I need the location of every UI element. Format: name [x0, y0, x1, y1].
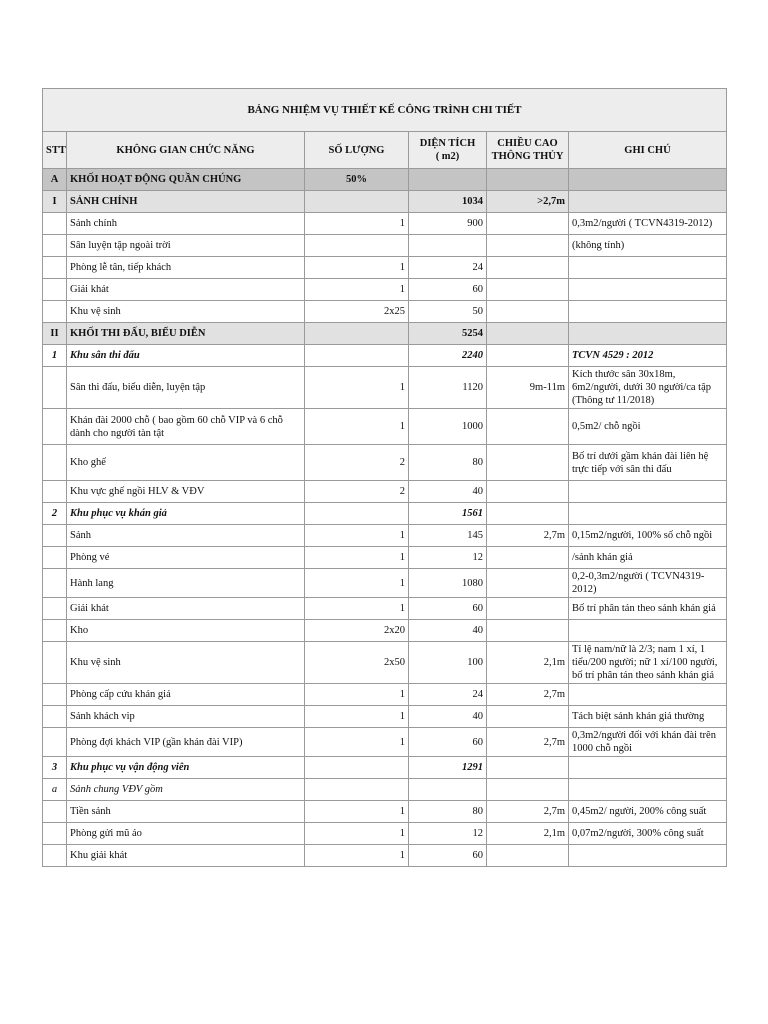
row-height: 2,7m: [487, 801, 569, 823]
row-area: 60: [409, 279, 487, 301]
row-space-name: Khu phục vụ khán giả: [67, 503, 305, 525]
table-row: [43, 706, 727, 728]
row-note: 0,45m2/ người, 200% công suất: [569, 801, 727, 823]
row-area: 1034: [409, 191, 487, 213]
row-quantity: 2x20: [305, 620, 409, 642]
table-row: [43, 801, 727, 823]
row-stt: [43, 547, 67, 569]
row-stt: [43, 620, 67, 642]
row-space-name: Phòng vé: [67, 547, 305, 569]
row-area: 1561: [409, 503, 487, 525]
row-note: [569, 257, 727, 279]
table-row: [43, 823, 727, 845]
row-note: [569, 757, 727, 779]
row-area: [409, 779, 487, 801]
row-note: Bố trí phân tán theo sảnh khán giả: [569, 598, 727, 620]
row-quantity: 1: [305, 823, 409, 845]
row-quantity: 1: [305, 598, 409, 620]
row-area: 80: [409, 801, 487, 823]
row-area: 2240: [409, 345, 487, 367]
row-space-name: Giải khát: [67, 279, 305, 301]
row-stt: [43, 409, 67, 445]
row-stt: I: [43, 191, 67, 213]
table-row: [43, 481, 727, 503]
row-stt: [43, 445, 67, 481]
row-height: [487, 547, 569, 569]
row-space-name: Sảnh chính: [67, 213, 305, 235]
row-quantity: 2: [305, 481, 409, 503]
row-space-name: Sảnh khách vip: [67, 706, 305, 728]
table-header-row: [43, 132, 727, 169]
table-row: [43, 445, 727, 481]
table-row: [43, 525, 727, 547]
table-row: [43, 235, 727, 257]
row-stt: [43, 598, 67, 620]
row-space-name: Phòng cấp cứu khán giả: [67, 684, 305, 706]
table-row: [43, 503, 727, 525]
row-space-name: Hành lang: [67, 569, 305, 598]
row-space-name: Sân luyện tập ngoài trời: [67, 235, 305, 257]
row-quantity: 1: [305, 257, 409, 279]
row-quantity: 2x50: [305, 642, 409, 684]
row-height: [487, 598, 569, 620]
row-quantity: [305, 779, 409, 801]
row-quantity: 1: [305, 684, 409, 706]
row-height: [487, 706, 569, 728]
row-height: [487, 213, 569, 235]
row-height: [487, 257, 569, 279]
row-quantity: 1: [305, 279, 409, 301]
row-stt: [43, 301, 67, 323]
row-area: 1120: [409, 367, 487, 409]
row-quantity: 1: [305, 728, 409, 757]
row-stt: [43, 845, 67, 867]
table-row: [43, 728, 727, 757]
table-row: [43, 191, 727, 213]
row-height: [487, 169, 569, 191]
row-note: TCVN 4529 : 2012: [569, 345, 727, 367]
row-area: 1000: [409, 409, 487, 445]
row-area: 40: [409, 706, 487, 728]
row-stt: [43, 525, 67, 547]
row-stt: 1: [43, 345, 67, 367]
row-space-name: KHỐI HOẠT ĐỘNG QUẦN CHÚNG: [67, 169, 305, 191]
row-note: [569, 191, 727, 213]
row-note: [569, 481, 727, 503]
row-space-name: Sảnh: [67, 525, 305, 547]
row-area: 12: [409, 547, 487, 569]
header-height: CHIỀU CAO THÔNG THỦY: [487, 132, 569, 169]
row-quantity: [305, 191, 409, 213]
row-area: 60: [409, 598, 487, 620]
row-area: 900: [409, 213, 487, 235]
row-note: [569, 279, 727, 301]
table-row: [43, 345, 727, 367]
row-area: 12: [409, 823, 487, 845]
row-stt: 2: [43, 503, 67, 525]
row-space-name: Khu vệ sinh: [67, 301, 305, 323]
row-space-name: Khu vực ghế ngồi HLV & VĐV: [67, 481, 305, 503]
row-stt: [43, 213, 67, 235]
row-note: [569, 323, 727, 345]
row-note: [569, 503, 727, 525]
row-quantity: [305, 323, 409, 345]
row-space-name: Phòng đợi khách VIP (gần khán đài VIP): [67, 728, 305, 757]
row-area: 24: [409, 684, 487, 706]
row-space-name: Khu sân thi đấu: [67, 345, 305, 367]
table-row: [43, 779, 727, 801]
row-quantity: 1: [305, 547, 409, 569]
table-row: [43, 684, 727, 706]
row-space-name: Sân thi đấu, biểu diễn, luyện tập: [67, 367, 305, 409]
table-row: [43, 367, 727, 409]
row-height: [487, 409, 569, 445]
row-height: 9m-11m: [487, 367, 569, 409]
row-stt: [43, 257, 67, 279]
row-space-name: KHỐI THI ĐẤU, BIỂU DIỄN: [67, 323, 305, 345]
row-height: [487, 445, 569, 481]
row-quantity: [305, 503, 409, 525]
row-space-name: Kho ghế: [67, 445, 305, 481]
row-stt: [43, 279, 67, 301]
row-area: 80: [409, 445, 487, 481]
row-height: [487, 235, 569, 257]
table-row: [43, 642, 727, 684]
row-note: Bố trí dưới gầm khán đài liên hệ trực tiếp với sân thi đấu: [569, 445, 727, 481]
row-space-name: Khu vệ sinh: [67, 642, 305, 684]
row-space-name: Sảnh chung VĐV gồm: [67, 779, 305, 801]
row-stt: [43, 481, 67, 503]
row-area: 145: [409, 525, 487, 547]
row-area: [409, 235, 487, 257]
row-quantity: 2x25: [305, 301, 409, 323]
row-stt: II: [43, 323, 67, 345]
row-area: [409, 169, 487, 191]
row-height: 2,1m: [487, 823, 569, 845]
row-note: Tỉ lệ nam/nữ là 2/3; nam 1 xí, 1 tiểu/200 người; nữ 1 xí/100 người, bố trí phân tán theo sảnh khán giả: [569, 642, 727, 684]
row-area: 60: [409, 728, 487, 757]
row-quantity: 1: [305, 845, 409, 867]
row-quantity: 50%: [305, 169, 409, 191]
header-area: DIỆN TÍCH ( m2): [409, 132, 487, 169]
row-note: 0,3m2/người ( TCVN4319-2012): [569, 213, 727, 235]
row-height: [487, 845, 569, 867]
row-height: [487, 779, 569, 801]
row-stt: 3: [43, 757, 67, 779]
row-note: Tách biệt sảnh khán giả thường: [569, 706, 727, 728]
row-stt: [43, 801, 67, 823]
row-stt: [43, 569, 67, 598]
row-height: 2,7m: [487, 525, 569, 547]
table-row: [43, 257, 727, 279]
table-row: [43, 547, 727, 569]
row-height: [487, 503, 569, 525]
row-stt: a: [43, 779, 67, 801]
row-area: 1080: [409, 569, 487, 598]
row-space-name: Phòng gửi mũ áo: [67, 823, 305, 845]
row-space-name: Tiền sảnh: [67, 801, 305, 823]
row-area: 50: [409, 301, 487, 323]
row-quantity: 1: [305, 525, 409, 547]
row-height: [487, 620, 569, 642]
row-area: 60: [409, 845, 487, 867]
row-note: [569, 620, 727, 642]
row-stt: [43, 367, 67, 409]
table-row: [43, 213, 727, 235]
row-height: 2,1m: [487, 642, 569, 684]
row-height: [487, 569, 569, 598]
row-height: 2,7m: [487, 728, 569, 757]
table-row: [43, 279, 727, 301]
table-title: BẢNG NHIỆM VỤ THIẾT KẾ CÔNG TRÌNH CHI TIẾT: [43, 89, 727, 132]
row-area: 1291: [409, 757, 487, 779]
row-space-name: Khán đài 2000 chỗ ( bao gồm 60 chỗ VIP và 6 chỗ dành cho người tàn tật: [67, 409, 305, 445]
row-space-name: SẢNH CHÍNH: [67, 191, 305, 213]
row-quantity: 1: [305, 367, 409, 409]
row-quantity: 1: [305, 569, 409, 598]
row-note: 0,15m2/người, 100% số chỗ ngồi: [569, 525, 727, 547]
header-space: KHÔNG GIAN CHỨC NĂNG: [67, 132, 305, 169]
row-quantity: 2: [305, 445, 409, 481]
row-note: (không tính): [569, 235, 727, 257]
header-note: GHI CHÚ: [569, 132, 727, 169]
table-row: [43, 757, 727, 779]
row-height: >2,7m: [487, 191, 569, 213]
row-quantity: [305, 345, 409, 367]
table-row: [43, 323, 727, 345]
row-note: /sảnh khán giả: [569, 547, 727, 569]
table-title-row: [43, 89, 727, 132]
row-stt: [43, 642, 67, 684]
row-height: 2,7m: [487, 684, 569, 706]
row-space-name: Khu giải khát: [67, 845, 305, 867]
row-stt: A: [43, 169, 67, 191]
row-note: [569, 301, 727, 323]
row-area: 100: [409, 642, 487, 684]
row-space-name: Kho: [67, 620, 305, 642]
table-row: [43, 409, 727, 445]
row-note: 0,2-0,3m2/người ( TCVN4319-2012): [569, 569, 727, 598]
row-quantity: 1: [305, 213, 409, 235]
table-row: [43, 598, 727, 620]
row-quantity: [305, 757, 409, 779]
design-task-table: [42, 88, 727, 867]
row-stt: [43, 728, 67, 757]
row-area: 40: [409, 620, 487, 642]
row-stt: [43, 684, 67, 706]
row-space-name: Khu phục vụ vận động viên: [67, 757, 305, 779]
row-quantity: [305, 235, 409, 257]
row-note: 0,3m2/người đối với khán đài trên 1000 chỗ ngồi: [569, 728, 727, 757]
row-height: [487, 323, 569, 345]
row-quantity: 1: [305, 409, 409, 445]
row-area: 40: [409, 481, 487, 503]
row-note: [569, 684, 727, 706]
row-note: [569, 845, 727, 867]
row-quantity: 1: [305, 801, 409, 823]
table-row: [43, 845, 727, 867]
table-row: [43, 569, 727, 598]
row-area: 24: [409, 257, 487, 279]
row-note: 0,5m2/ chỗ ngồi: [569, 409, 727, 445]
row-quantity: 1: [305, 706, 409, 728]
row-note: [569, 779, 727, 801]
row-space-name: Phòng lễ tân, tiếp khách: [67, 257, 305, 279]
row-stt: [43, 706, 67, 728]
row-height: [487, 279, 569, 301]
table-row: [43, 169, 727, 191]
row-area: 5254: [409, 323, 487, 345]
row-height: [487, 757, 569, 779]
header-qty: SỐ LƯỢNG: [305, 132, 409, 169]
row-note: Kích thước sân 30x18m, 6m2/người, dưới 30 người/ca tập (Thông tư 11/2018): [569, 367, 727, 409]
row-height: [487, 481, 569, 503]
row-height: [487, 345, 569, 367]
row-height: [487, 301, 569, 323]
row-stt: [43, 823, 67, 845]
row-space-name: Giải khát: [67, 598, 305, 620]
header-stt: STT: [43, 132, 67, 169]
table-row: [43, 301, 727, 323]
row-note: 0,07m2/người, 300% công suất: [569, 823, 727, 845]
table-row: [43, 620, 727, 642]
row-stt: [43, 235, 67, 257]
row-note: [569, 169, 727, 191]
